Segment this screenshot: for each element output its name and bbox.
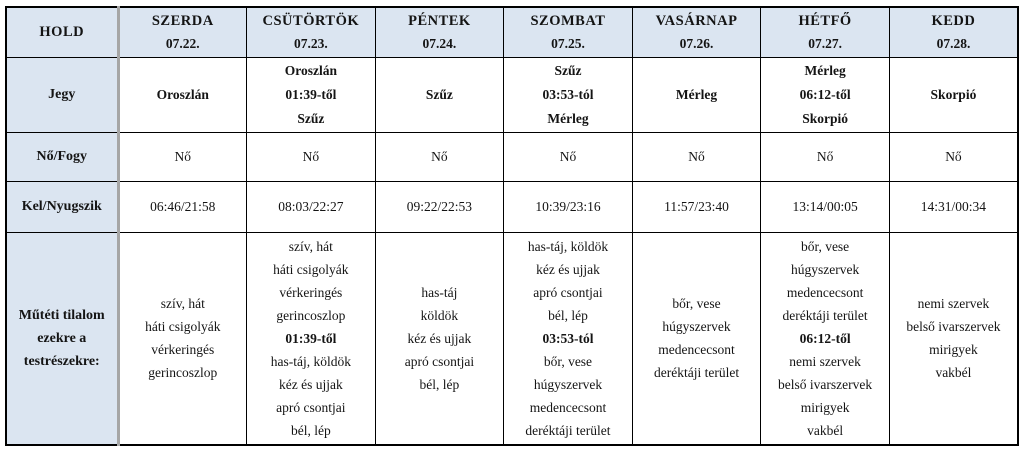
day-header-1 (118, 7, 247, 57)
cell-line: Nő (559, 149, 577, 164)
cell-kel (375, 181, 504, 232)
day-name: SZERDA (151, 13, 214, 30)
cell-line: Mérleg (547, 110, 589, 126)
cell-line: 03:53-tól (542, 86, 594, 102)
cell-line: 03:53-tól (542, 330, 594, 346)
cell-line: kéz és ujjak (407, 330, 472, 346)
cell-line: 09:22/22:53 (406, 199, 473, 214)
day-name: HÉTFŐ (798, 13, 852, 30)
header-row (6, 7, 1018, 57)
day-header-7 (889, 7, 1018, 57)
cell-muteti (761, 232, 890, 445)
cell-line: deréktáji terület (525, 422, 611, 438)
cell-line: medencecsont (529, 399, 607, 415)
cell-jegy (375, 57, 504, 132)
day-date: 07.27. (808, 36, 842, 52)
cell-line: belső ivarszervek (778, 376, 873, 392)
cell-line: Mérleg (804, 62, 846, 78)
cell-kel (761, 181, 890, 232)
day-name: KEDD (931, 13, 976, 30)
cell-jegy (761, 57, 890, 132)
cell-line: Nő (174, 149, 192, 164)
cell-line: 06:46/21:58 (150, 199, 216, 214)
cell-line: háti csigolyák (145, 319, 221, 335)
cell-line: has-táj, köldök (527, 238, 609, 254)
day-header-6 (761, 7, 890, 57)
table-body (6, 57, 1018, 445)
moon-calendar-table (5, 6, 1019, 446)
cell-line: 10:39/23:16 (535, 199, 601, 214)
day-name: CSÜTÖRTÖK (262, 13, 360, 30)
cell-muteti (632, 232, 761, 445)
cell-line: Szűz (425, 86, 453, 102)
cell-line: húgyszervek (662, 319, 731, 335)
cell-line: vakbél (935, 365, 972, 381)
cell-line: bőr, vese (672, 296, 721, 312)
cell-kel (504, 181, 633, 232)
cell-kel (118, 181, 247, 232)
cell-line: medencecsont (658, 342, 735, 358)
cell-line: Oroszlán (156, 86, 209, 102)
day-date: 07.22. (165, 36, 200, 52)
cell-line: Nő (945, 149, 962, 164)
cell-line: szív, hát (288, 238, 333, 254)
day-date: 07.28. (936, 36, 971, 52)
cell-line: has-táj, köldök (270, 353, 351, 369)
cell-line: kéz és ujjak (536, 261, 600, 277)
cell-line: vakbél (807, 422, 844, 438)
cell-line: Skorpió (930, 86, 977, 102)
cell-line: 01:39-től (285, 330, 337, 346)
cell-muteti (504, 232, 633, 445)
cell-nofogy (247, 132, 376, 181)
cell-line: bél, lép (290, 422, 331, 438)
cell-line: 13:14/00:05 (792, 199, 858, 214)
cell-line: bél, lép (548, 307, 588, 323)
cell-jegy (632, 57, 761, 132)
cell-line: apró csontjai (276, 399, 346, 415)
cell-line: bél, lép (419, 376, 460, 392)
cell-line: 14:31/00:34 (920, 199, 987, 214)
cell-line: apró csontjai (533, 284, 603, 300)
cell-line: mirigyek (800, 399, 850, 415)
cell-nofogy (889, 132, 1018, 181)
cell-line: vérkeringés (279, 284, 343, 300)
day-name: VASÁRNAP (655, 13, 738, 30)
table-row-muteti (6, 232, 1018, 445)
cell-line: deréktáji terület (653, 365, 740, 381)
cell-line: 01:39-től (285, 86, 337, 102)
corner-cell-hold: HOLD (6, 7, 118, 57)
cell-line: szív, hát (160, 296, 205, 312)
row-label-jegy: Jegy (6, 57, 118, 132)
row-label-nofogy: Nő/Fogy (6, 132, 118, 181)
day-header-2 (247, 7, 376, 57)
day-header-5 (632, 7, 761, 57)
cell-line: bőr, vese (800, 238, 850, 254)
cell-nofogy (761, 132, 890, 181)
cell-line: nemi szervek (917, 296, 990, 312)
cell-line: belső ivarszervek (906, 319, 1001, 335)
cell-nofogy (118, 132, 247, 181)
day-date: 07.23. (293, 36, 328, 52)
cell-line: vérkeringés (151, 342, 215, 358)
table-row-nofogy (6, 132, 1018, 181)
cell-line: deréktáji terület (782, 307, 868, 323)
cell-line: Nő (431, 149, 448, 164)
day-date: 07.26. (679, 36, 714, 52)
row-label-muteti: Műtéti tilalom ezekre a testrészekre: (6, 232, 118, 445)
day-date: 07.25. (551, 36, 585, 52)
cell-line: mirigyek (929, 342, 978, 358)
cell-nofogy (375, 132, 504, 181)
table-row-jegy (6, 57, 1018, 132)
cell-kel (889, 181, 1018, 232)
cell-jegy (247, 57, 376, 132)
cell-line: Szűz (297, 110, 325, 126)
cell-line: kéz és ujjak (278, 376, 343, 392)
cell-line: gerincoszlop (276, 307, 346, 323)
day-date: 07.24. (422, 36, 457, 52)
cell-nofogy (632, 132, 761, 181)
cell-line: medencecsont (786, 284, 864, 300)
cell-nofogy (504, 132, 633, 181)
cell-muteti (247, 232, 376, 445)
day-name: PÉNTEK (408, 13, 471, 30)
cell-line: Skorpió (802, 110, 848, 126)
cell-line: húgyszervek (533, 376, 603, 392)
cell-jegy (118, 57, 247, 132)
cell-kel (247, 181, 376, 232)
cell-line: 06:12-től (799, 330, 851, 346)
cell-jegy (889, 57, 1018, 132)
table-row-kel (6, 181, 1018, 232)
cell-line: has-táj (421, 284, 458, 300)
cell-line: Nő (816, 149, 834, 164)
cell-line: 08:03/22:27 (278, 199, 344, 214)
cell-line: bőr, vese (543, 353, 593, 369)
cell-line: gerincoszlop (148, 365, 218, 381)
day-header-4 (504, 7, 633, 57)
cell-line: 06:12-től (799, 86, 851, 102)
cell-line: Nő (688, 149, 705, 164)
cell-jegy (504, 57, 633, 132)
cell-line: Szűz (554, 62, 582, 78)
cell-line: Nő (302, 149, 320, 164)
day-header-3 (375, 7, 504, 57)
cell-line: 11:57/23:40 (664, 199, 729, 214)
cell-muteti (375, 232, 504, 445)
day-name: SZOMBAT (530, 13, 606, 30)
cell-line: nemi szervek (789, 353, 861, 369)
cell-muteti (889, 232, 1018, 445)
cell-line: Mérleg (675, 86, 718, 102)
cell-muteti (118, 232, 247, 445)
cell-line: Oroszlán (284, 62, 337, 78)
cell-line: háti csigolyák (273, 261, 349, 277)
row-label-kel: Kel/Nyugszik (6, 181, 118, 232)
cell-line: húgyszervek (790, 261, 860, 277)
cell-line: köldök (420, 307, 459, 323)
cell-line: apró csontjai (404, 353, 475, 369)
cell-kel (632, 181, 761, 232)
